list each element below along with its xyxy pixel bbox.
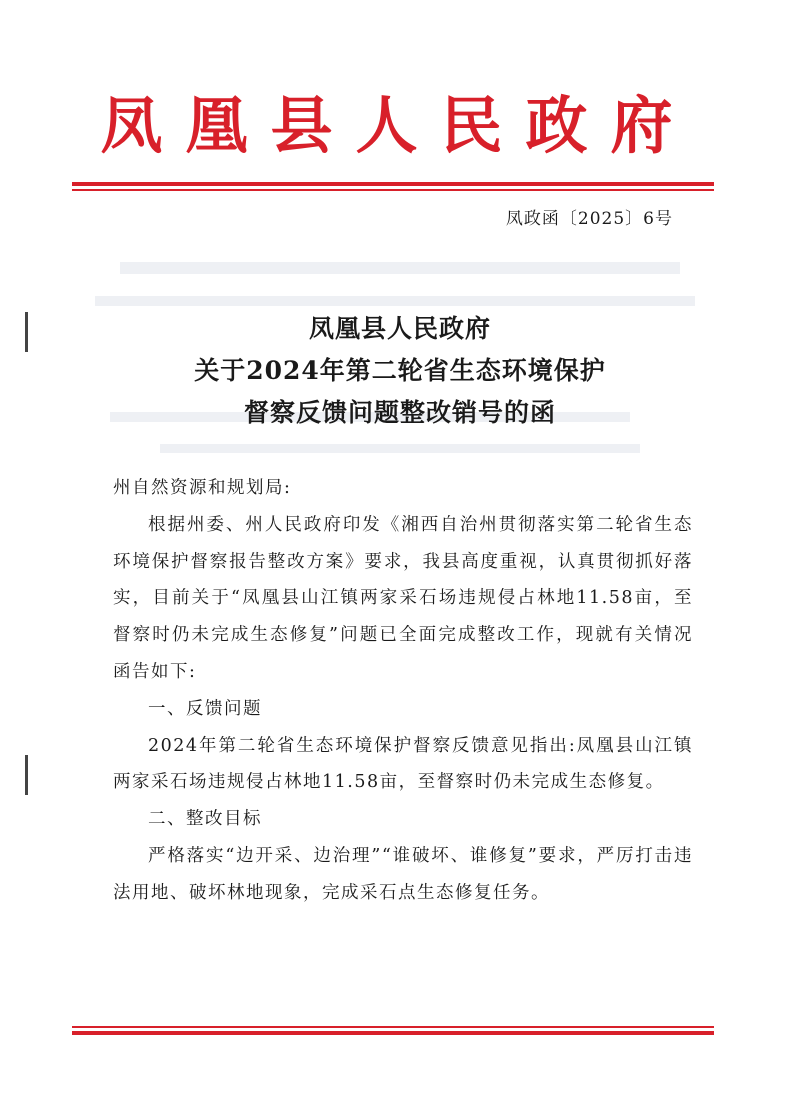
show-through-mark: [120, 262, 680, 274]
title-line-3: 督察反馈问题整改销号的函: [243, 398, 556, 427]
paragraph: 严格落实“边开采、边治理”“谁破坏、谁修复”要求，严厉打击违法用地、破坏林地现象，完成采石点生态修复任务。: [113, 845, 693, 903]
show-through-mark: [160, 444, 640, 453]
footer-red-rule: [72, 1031, 714, 1035]
paragraph: 2024年第二轮省生态环境保护督察反馈意见指出:凤凰县山江镇两家采石场违规侵占林地11.58亩，至督察时仍未完成生态修复。: [113, 735, 693, 793]
header-red-rule-thin: [72, 189, 714, 191]
section-heading: 二、整改目标: [148, 809, 262, 830]
section-heading: 一、反馈问题: [148, 698, 262, 719]
title-line-2: 关于2024年第二轮省生态环境保护: [194, 356, 606, 385]
title-line-1: 凤凰县人民政府: [308, 314, 491, 343]
paragraph: 根据州委、州人民政府印发《湘西自治州贯彻落实第二轮省生态环境保护督察报告整改方案》要求，我县高度重视，认真贯彻抓好落实，目前关于“凤凰县山江镇两家采石场违规侵占林地11.58亩，至督察时仍未完成生态修复”问题已全面完成整改工作，现就有关情况函告如下:: [113, 514, 693, 682]
show-through-mark: [95, 296, 695, 306]
document-body: [113, 470, 693, 912]
binding-mark: [25, 755, 28, 795]
issuer-header: 凤凰县人民政府: [100, 89, 696, 162]
addressee: 州自然资源和规划局:: [113, 478, 292, 498]
footer-red-rule-thin: [72, 1026, 714, 1028]
document-number: 凤政函〔2025〕6号: [505, 209, 673, 229]
header-red-rule: [72, 182, 714, 186]
binding-mark: [25, 312, 28, 352]
document-title: [100, 308, 700, 434]
